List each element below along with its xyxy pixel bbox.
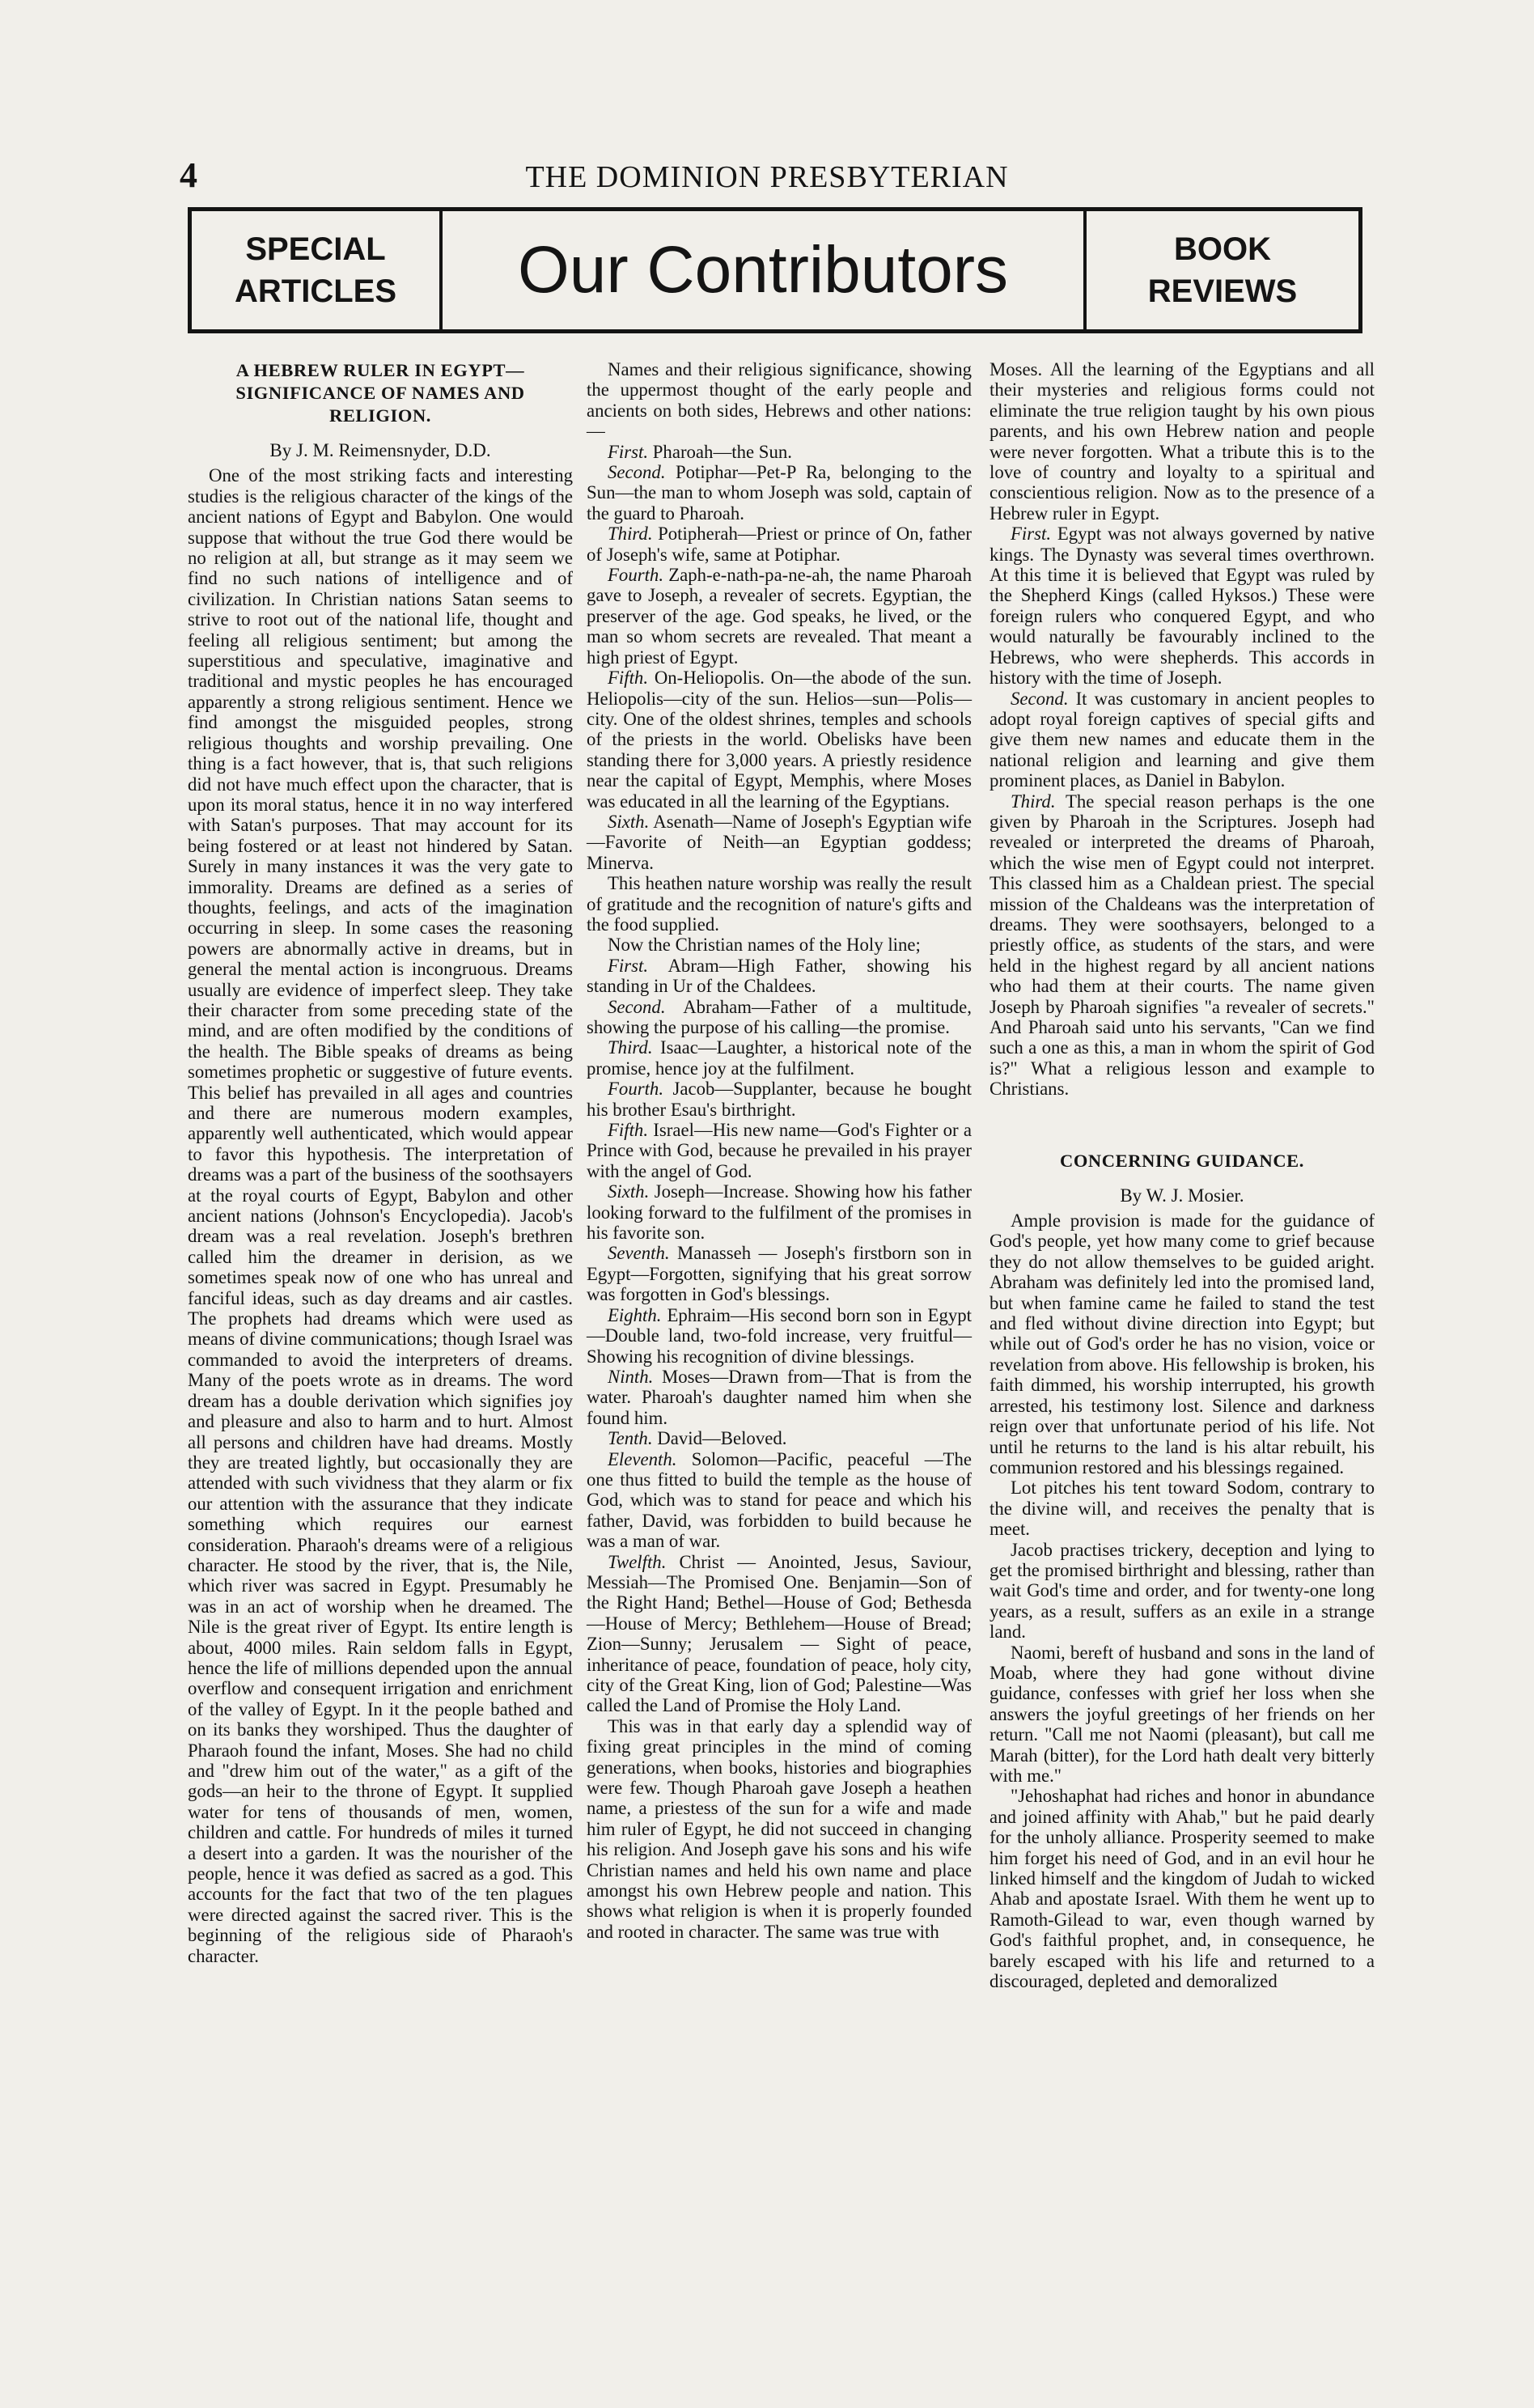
entry-text: Joseph—Increase. Showing how his father looking forward to the fulfilment of the promises in his favorite son. xyxy=(587,1181,972,1244)
entry-text: Christ — Anointed, Jesus, Saviour, Messiah—The Promised One. Benjamin—Son of the Right Hand; Bethel—House of God; Bethesda—House of Mercy; Bethlehem—House of Bread; Zion—Sunny; Jerusalem — Sight of peace, inheritance of peace, foundation of peace, holy city, city of the Great King, lion of God; Palestine—Was called the Land of Promise the Holy Land. xyxy=(587,1551,972,1716)
entry-label: First. xyxy=(1011,524,1052,545)
entry-text: Solomon—Pacific, peaceful —The one thus fitted to build the temple as the house of God, which was to stand for peace and which his father, David, was forbidden to build because he was a man of war. xyxy=(587,1448,972,1552)
name-entry xyxy=(587,1181,972,1243)
article-byline: By W. J. Mosier. xyxy=(1120,1185,1244,1206)
entry-text: Potipherah—Priest or prince of On, father of Joseph's wife, same at Potiphar. xyxy=(587,524,973,565)
name-entry xyxy=(587,1552,972,1716)
entry-label: Twelfth. xyxy=(608,1551,667,1572)
entry-text: Abram—High Father, showing his standing in Ur of the Chaldees. xyxy=(587,955,972,997)
name-entry xyxy=(587,565,972,668)
name-entry xyxy=(587,1037,972,1079)
entry-text: Egypt was not always governed by native kings. The Dynasty was several times overthrown. At this time it is believed that Egypt was ruled by the Shepherd Kings (called Hyksos.) These were foreign rulers who conquered Egypt, and who would naturally be favourably inclined to the Hebrews, who were shepherds. This accords in history with the time of Joseph. xyxy=(989,524,1375,689)
masthead-right-line1: BOOK xyxy=(1174,231,1271,267)
entry-label: Second. xyxy=(608,462,666,483)
entry-label: Fifth. xyxy=(608,1120,649,1141)
name-entry xyxy=(587,1120,972,1181)
article-separator xyxy=(989,1100,1375,1150)
entry-text: It was customary in ancient peoples to adopt royal foreign captives of special gifts and give them new names and educate them in the national religion and learning and give them prominent places, as Daniel in Babylon. xyxy=(989,688,1375,791)
article-paragraph: Moses. All the learning of the Egyptians and all their mysteries and religious forms could not eliminate the true religion taught by his own pious parents, and his own Hebrew nation and people were never forgotten. What a tribute this is to the love of country and loyalty to a spiritual and conscientious religion. Now as to the presence of a Hebrew ruler in Egypt. xyxy=(989,359,1375,524)
point-entry xyxy=(989,689,1375,791)
article-paragraph: This was in that early day a splendid way of fixing great principles in the mind of coming generations, when books, histories and biographies were few. Though Pharoah gave Joseph a heathen name, a priestess of the sun for a wife and made him ruler of Egypt, he did not succeed in changing his religion. And Joseph gave his sons and his wife Christian names and held his own name and place amongst his own Hebrew people and nation. This shows what religion is when it is properly founded and rooted in character. The same was true with xyxy=(587,1715,972,1942)
entry-label: Fourth. xyxy=(608,1079,664,1100)
entry-text: Israel—His new name—God's Fighter or a Prince with God, because he prevailed in his prayer with the angel of God. xyxy=(587,1120,973,1181)
entry-label: Eighth. xyxy=(608,1304,662,1325)
article-paragraph: Naomi, bereft of husband and sons in the land of Moab, where they had gone without divine guidance, confesses with grief her loss when she answers the joyful greetings of her friends on her return. "Call me not Naomi (pleasant), but call me Marah (bitter), for the Lord hath dealt very bitterly with me." xyxy=(989,1642,1375,1786)
masthead-title: Our Contributors xyxy=(517,233,1009,307)
entry-text: Isaac—Laughter, a historical note of the promise, hence joy at the fulfilment. xyxy=(587,1037,972,1079)
entry-text: Jacob—Supplanter, because he bought his brother Esau's birthright. xyxy=(587,1079,972,1120)
entry-text: The special reason perhaps is the one given by Pharoah in the Scriptures. Joseph had revealed or interpreted the dreams of Pharoah, which the wise men of Egypt could not interpret. This classed him as a Chaldean priest. The special mission of the Chaldeans was the interpretation of dreams. They were soothsayers, belonged to a priestly office, as students of the stars, and were held in the highest regard by all ancient nations who had them at their courts. The name given Joseph by Pharoah signifies "a revealer of secrets." And Pharoah said unto his servants, "Can we find such a one as this, a man in whom the spirit of God is?" What a religious lesson and example to Christians. xyxy=(989,791,1375,1100)
entry-text: Manasseh — Joseph's firstborn son in Egypt—Forgotten, signifying that his great sorrow was forgotten in God's blessings. xyxy=(587,1243,973,1305)
name-entry xyxy=(587,812,972,873)
section-masthead xyxy=(188,207,1362,333)
entry-text: Moses—Drawn from—That is from the water. Pharoah's daughter named him when she found him. xyxy=(587,1366,972,1428)
entry-label: Third. xyxy=(608,524,653,545)
article-title: A HEBREW RULER IN EGYPT—SIGNIFICANCE OF NAMES AND RELIGION. xyxy=(235,360,525,426)
article-paragraph: Jacob practises trickery, deception and lying to get the promised birthright and blessing, rather than wait God's time and order, and for twenty-one long years, as a result, suffers as an exile in a strange land. xyxy=(989,1539,1375,1643)
entry-label: Second. xyxy=(1011,688,1069,709)
point-entry xyxy=(989,791,1375,1100)
entry-label: Ninth. xyxy=(608,1366,654,1387)
entry-label: Third. xyxy=(1011,791,1056,812)
name-entry xyxy=(587,442,972,462)
article-paragraph: Lot pitches his tent toward Sodom, contrary to the divine will, and receives the penalty that is meet. xyxy=(989,1477,1375,1540)
entry-label: Fourth. xyxy=(608,565,664,586)
masthead-book-reviews xyxy=(1083,211,1358,329)
name-entry xyxy=(587,1079,972,1120)
masthead-special-articles xyxy=(192,211,443,329)
entry-text: Asenath—Name of Joseph's Egyptian wife—Favorite of Neith—an Egyptian goddess; Minerva. xyxy=(587,811,972,873)
entry-text: Pharoah—the Sun. xyxy=(652,441,792,462)
name-entry xyxy=(587,1428,972,1448)
entry-label: Seventh. xyxy=(608,1243,670,1264)
masthead-right-line2: REVIEWS xyxy=(1147,273,1298,309)
column-3 xyxy=(989,359,1375,1991)
article-paragraph: Now the Christian names of the Holy line; xyxy=(608,935,921,956)
article-paragraph: One of the most striking facts and interesting studies is the religious character of the kings of the ancient nations of Egypt and Babylon. One would suppose that without the true God there would be no religion at all, but strange as it may seem we find no such nations of intelligence and of civilization. In Christian nations Satan seems to strive to root out of the national life, thought and feeling all religious sentiment; but among the superstitious and speculative, imaginative and traditional and mystic peoples he has encouraged apparently a strong religious sentiment. Hence we find amongst the misguided peoples, strong religious thoughts and worship prevailing. One thing is a fact however, that is, that such religions did not have much effect upon the character, that is upon its moral status, hence it in no way interfered with Satan's purposes. That may account for its being fostered or at least not hindered by Satan. Surely in many instances it was the very gate to immorality. Dreams are defined as a series of thoughts, feelings, and acts of the imagination occurring in sleep. In some cases the reasoning powers are abnormally active in dreams, but in general the mental action is incongruous. Dreams usually are evidence of imperfect sleep. They take their character from some preceding state of the mind, and are often modified by the conditions of the health. The Bible speaks of dreams as being sometimes prophetic or suggestive of future events. This belief has prevailed in all ages and countries and there are numerous modern examples, apparently well authenticated, which would appear to favor this hypothesis. The interpretation of dreams was a part of the business of the soothsayers at the royal courts of Egypt, Babylon and other ancient nations (Johnson's Encyclopedia). Jacob's dream was a real revelation. Joseph's brethren called him the dreamer in derision, as we sometimes speak now of one who has unreal and fanciful ideas, such as day dreams and air castles. The prophets had dreams which were used as means of divine communications; though Israel was commanded to avoid the interpreters of dreams. Many of the poets wrote as in dreams. The word dream has a double derivation which signifies joy and pleasure and also to harm and to hurt. Almost all persons and children have had dreams. Mostly they are treated lightly, but occasionally they are attended with such vividness that they alarm or fix our attention with the assurance that they indicate something which requires our earnest consideration. Pharaoh's dreams were of a religious character. He stood by the river, that is, the Nile, which river was sacred in Egypt. Presumably he was in an act of worship when he dreamed. The Nile is the great river of Egypt. Its entire length is about, 4000 miles. Rain seldom falls in Egypt, hence the life of millions depended upon the annual overflow and consequent irrigation and enrichment of the valley of Egypt. In it the people bathed and on its banks they worshiped. Thus the daughter of Pharaoh found the infant, Moses. She had no child and "drew him out of the water," as a gift of the gods—an heir to the throne of Egypt. It supplied water for tens of thousands of men, women, children and cattle. For hundreds of miles it turned a desert into a garden. It was the nourisher of the people, hence it was defied as sacred as a god. This accounts for the fact that two of the ten plagues were directed against the sacred river. This is the beginning of the religious side of Pharaoh's character. xyxy=(188,465,573,1966)
article-paragraph: This heathen nature worship was really the result of gratitude and the recognition of nature's gifts and the food supplied. xyxy=(587,873,972,935)
entry-label: Sixth. xyxy=(608,1181,650,1202)
name-entry xyxy=(587,997,972,1038)
name-entry xyxy=(587,1305,972,1367)
entry-text: On-Heliopolis. On—the abode of the sun. Heliopolis—city of the sun. Helios—sun—Polis—city. One of the oldest shrines, temples and schools of the priests in the world. Obelisks have been standing there for 3,000 years. A priestly residence near the capital of Egypt, Memphis, where Moses was educated in all the learning of the Egyptians. xyxy=(587,668,972,812)
entry-label: First. xyxy=(608,955,649,976)
entry-label: Eleventh. xyxy=(608,1448,677,1469)
entry-text: Potiphar—Pet-P Ra, belonging to the Sun—the man to whom Joseph was sold, captain of the guard to Pharoah. xyxy=(587,462,972,524)
entry-text: David—Beloved. xyxy=(657,1428,787,1449)
name-entry xyxy=(587,1449,972,1552)
article-byline: By J. M. Reimensnyder, D.D. xyxy=(269,440,491,460)
article-paragraph: Names and their religious significance, showing the uppermost thought of the early people and ancients on both sides, Hebrews and other nations:— xyxy=(587,359,972,442)
entry-label: Tenth. xyxy=(608,1428,653,1449)
masthead-left-line1: SPECIAL xyxy=(245,231,386,267)
entry-label: Fifth. xyxy=(608,668,649,689)
article-paragraph: Ample provision is made for the guidance of God's people, yet how many come to grief because they do not allow themselves to be guided aright. Abraham was definitely led into the promised land, but when famine came he failed to stand the test and fled without divine direction into Egypt; but while out of God's order he has no vision, voice or revelation from above. His fellowship is broken, his faith dimmed, his worship interrupted, his growth arrested, his testimony lost. Silence and darkness reign over that unfortunate period of his life. Not until he returns to the land is his altar rebuilt, his communion restored and his blessings regained. xyxy=(989,1210,1375,1477)
entry-text: Zaph-e-nath-pa-ne-ah, the name Pharoah gave to Joseph, a revealer of secrets. Egyptian, the preserver of the age. God speaks, he lived, or the man so whom secrets are revealed. That meant a high priest of Egypt. xyxy=(587,565,972,668)
masthead-left-line2: ARTICLES xyxy=(235,273,396,309)
name-entry xyxy=(587,524,972,565)
name-entry xyxy=(587,462,972,524)
entry-text: Ephraim—His second born son in Egypt—Double land, two-fold increase, very fruitful—Showing his recognition of divine blessings. xyxy=(587,1304,973,1367)
entry-label: Third. xyxy=(608,1037,653,1058)
article-paragraph: "Jehoshaphat had riches and honor in abundance and joined affinity with Ahab," but he paid dearly for the unholy alliance. Prosperity seemed to make him forget his need of God, and in an evil hour he linked himself and the kingdom of Judah to wicked Ahab and apostate Israel. With them he went up to Ramoth-Gilead to war, even though warned by God's faithful prophet, and, in consequence, he barely escaped with his life and returned to a discouraged, depleted and demoralized xyxy=(989,1786,1375,1992)
entry-label: Second. xyxy=(608,996,666,1017)
page-number: 4 xyxy=(180,155,197,195)
entry-label: Sixth. xyxy=(608,811,650,832)
name-entry xyxy=(587,956,972,997)
entry-text: Abraham—Father of a multitude, showing the purpose of his calling—the promise. xyxy=(587,996,972,1037)
point-entry xyxy=(989,524,1375,688)
column-1 xyxy=(188,359,573,1966)
running-head: THE DOMINION PRESBYTERIAN xyxy=(525,160,1009,194)
article-title: CONCERNING GUIDANCE. xyxy=(1059,1150,1305,1171)
column-2 xyxy=(587,359,972,1942)
name-entry xyxy=(587,1243,972,1304)
name-entry xyxy=(587,1367,972,1428)
entry-label: First. xyxy=(608,441,649,462)
name-entry xyxy=(587,668,972,812)
